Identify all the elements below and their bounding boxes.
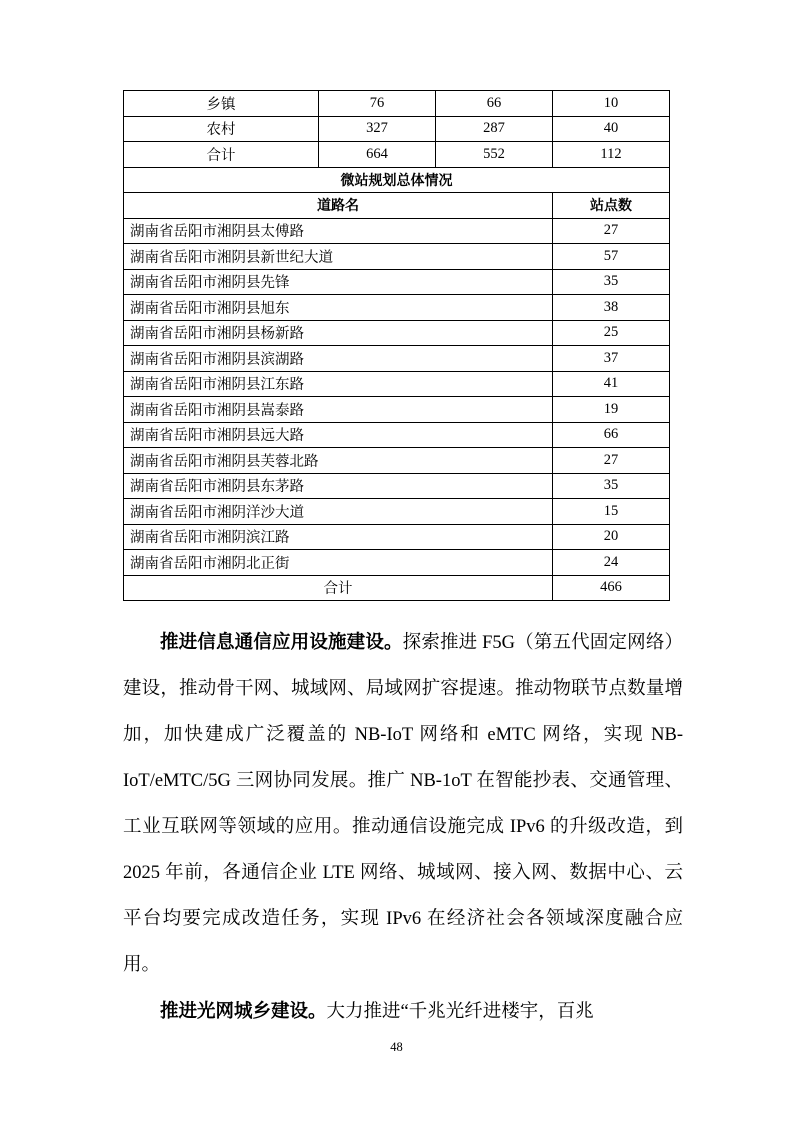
paragraph (123, 988, 683, 1035)
row-label-cell: 农村 (124, 116, 319, 142)
body-text (123, 619, 683, 1035)
station-count-cell: 24 (553, 550, 670, 576)
road-name-cell: 湖南省岳阳市湘阴县远大路 (124, 422, 553, 448)
page-content (123, 90, 683, 1035)
table-row (124, 448, 670, 474)
road-name-cell: 湖南省岳阳市湘阴县东茅路 (124, 473, 553, 499)
table-section-title-row (124, 167, 670, 193)
value-cell: 552 (436, 142, 553, 168)
road-name-cell: 湖南省岳阳市湘阴县先锋 (124, 269, 553, 295)
station-count-cell: 20 (553, 524, 670, 550)
table-header-row (124, 193, 670, 219)
table-row (124, 91, 670, 117)
paragraph-lead: 推进光网城乡建设。 (160, 1000, 327, 1021)
table-row (124, 346, 670, 372)
road-name-cell: 湖南省岳阳市湘阴县嵩泰路 (124, 397, 553, 423)
row-label-cell: 乡镇 (124, 91, 319, 117)
row-label-cell: 合计 (124, 142, 319, 168)
table-row (124, 422, 670, 448)
table-row (124, 371, 670, 397)
road-name-cell: 湖南省岳阳市湘阴县太傅路 (124, 218, 553, 244)
value-cell: 327 (319, 116, 436, 142)
road-name-cell: 湖南省岳阳市湘阴滨江路 (124, 524, 553, 550)
station-count-cell: 57 (553, 244, 670, 270)
table-row (124, 499, 670, 525)
paragraph-body: 探索推进 F5G（第五代固定网络）建设，推动骨干网、城域网、局域网扩容提速。推动物联节点数量增加，加快建成广泛覆盖的 NB-IoT 网络和 eMTC 网络，实现 NB-IoT/eMTC/5G 三网协同发展。推广 NB-1oT 在智能抄表、交通管理、工业互联网等领域的应用。推动通信设施完成 IPv6 的升级改造，到 2025 年前，各通信企业 LTE 网络、城域网、接入网、数据中心、云平台均要完成改造任务，实现 IPv6 在经济社会各领域深度融合应用。 (123, 633, 683, 975)
road-name-cell: 湖南省岳阳市湘阴县滨湖路 (124, 346, 553, 372)
road-name-cell: 湖南省岳阳市湘阴县新世纪大道 (124, 244, 553, 270)
table-row (124, 116, 670, 142)
planning-table (123, 90, 670, 601)
total-value-cell: 466 (553, 575, 670, 601)
road-name-cell: 湖南省岳阳市湘阴北正街 (124, 550, 553, 576)
value-cell: 10 (553, 91, 670, 117)
road-name-cell: 湖南省岳阳市湘阴县芙蓉北路 (124, 448, 553, 474)
road-name-cell: 湖南省岳阳市湘阴县旭东 (124, 295, 553, 321)
value-cell: 664 (319, 142, 436, 168)
station-count-cell: 35 (553, 473, 670, 499)
paragraph-body: 大力推进“千兆光纤进楼宇，百兆 (326, 1002, 594, 1022)
table-row (124, 295, 670, 321)
value-cell: 287 (436, 116, 553, 142)
road-name-cell: 湖南省岳阳市湘阴洋沙大道 (124, 499, 553, 525)
station-count-cell: 27 (553, 218, 670, 244)
page-number: 48 (390, 1040, 403, 1054)
station-count-cell: 38 (553, 295, 670, 321)
total-label-cell: 合计 (124, 575, 553, 601)
value-cell: 40 (553, 116, 670, 142)
road-name-header: 道路名 (124, 193, 553, 219)
table-total-row (124, 575, 670, 601)
station-count-cell: 66 (553, 422, 670, 448)
station-count-cell: 37 (553, 346, 670, 372)
road-name-cell: 湖南省岳阳市湘阴县江东路 (124, 371, 553, 397)
table-section-title: 微站规划总体情况 (124, 167, 670, 193)
table-row (124, 244, 670, 270)
table-row (124, 320, 670, 346)
station-count-header: 站点数 (553, 193, 670, 219)
paragraph (123, 619, 683, 988)
table-row (124, 269, 670, 295)
table-row (124, 218, 670, 244)
table-row (124, 142, 670, 168)
road-name-cell: 湖南省岳阳市湘阴县杨新路 (124, 320, 553, 346)
station-count-cell: 25 (553, 320, 670, 346)
table-row (124, 524, 670, 550)
station-count-cell: 41 (553, 371, 670, 397)
value-cell: 112 (553, 142, 670, 168)
station-count-cell: 15 (553, 499, 670, 525)
table-row (124, 550, 670, 576)
table-row (124, 473, 670, 499)
station-count-cell: 19 (553, 397, 670, 423)
table-row (124, 397, 670, 423)
paragraph-lead: 推进信息通信应用设施建设。 (160, 631, 403, 652)
station-count-cell: 27 (553, 448, 670, 474)
value-cell: 66 (436, 91, 553, 117)
value-cell: 76 (319, 91, 436, 117)
station-count-cell: 35 (553, 269, 670, 295)
